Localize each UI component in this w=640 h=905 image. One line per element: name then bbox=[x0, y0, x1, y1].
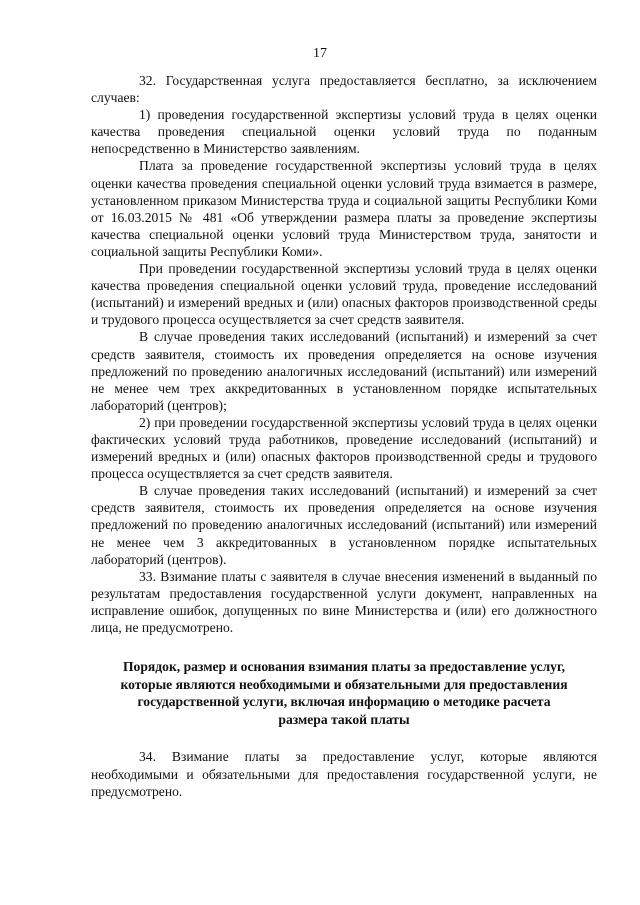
paragraph-32-item-1: 1) проведения государственной экспертизы условий труда в целях оценки качества проведения специальной оценки условий труда по поданным непосредственно в Министерство заявлениям. bbox=[91, 107, 597, 157]
section-heading-line: государственной услуги, включая информацию о методике расчета bbox=[137, 694, 551, 710]
paragraph-cost-determination-2: В случае проведения таких исследований (испытаний) и измерений за счет средств заявителя, стоимость их проведения определяется на основе изучения предложений по проведению аналогичных исследований (испытаний) или измерений не менее чем 3 аккредитованных в установленном порядке испытательных лабораторий (центров). bbox=[91, 483, 597, 567]
document-body bbox=[91, 72, 597, 800]
paragraph-cost-determination-1: В случае проведения таких исследований (испытаний) и измерений за счет средств заявителя, стоимость их проведения определяется на основе изучения предложений по проведению аналогичных исследований (испытаний) или измерений не менее чем трех аккредитованных в установленном порядке испытательных лабораторий (центров); bbox=[91, 329, 597, 413]
paragraph-applicant-expense: При проведении государственной экспертизы условий труда в целях оценки качества проведения специальной оценки условий труда, проведение исследований (испытаний) и измерений вредных и (или) опасных факторов производственной среды и трудового процесса осуществляется за счет средств заявителя. bbox=[91, 261, 597, 328]
section-heading-line: Порядок, размер и основания взимания платы за предоставление услуг, bbox=[122, 659, 566, 675]
paragraph-33: 33. Взимание платы с заявителя в случае внесения изменений в выданный по результатам предоставления государственной услуги документ, направленных на исправление ошибок, допущенных по вине Министерства и (или) его должностного лица, не предусмотрено. bbox=[91, 568, 597, 635]
section-heading-line: размера такой платы bbox=[278, 711, 410, 727]
page-number: 17 bbox=[313, 46, 327, 61]
paragraph-34: 34. Взимание платы за предоставление услуг, которые являются необходимыми и обязательными для предоставления государственной услуги, не предусмотрено. bbox=[91, 749, 597, 799]
paragraph-fee-order: Плата за проведение государственной экспертизы условий труда в целях оценки качества проведения специальной оценки условий труда взимается в размере, установленном приказом Министерства труда и социальной защиты Республики Коми от 16.03.2015 № 481 «Об утверждении размера платы за проведение экспертизы качества специальной оценки условий труда Министерством труда, занятости и социальной защиты Республики Коми». bbox=[91, 158, 597, 259]
paragraph-32-item-2: 2) при проведении государственной экспертизы условий труда в целях оценки фактических условий труда работников, проведение исследований (испытаний) и измерений вредных и (или) опасных факторов производственной среды и трудового процесса осуществляется за счет средств заявителя. bbox=[91, 414, 597, 482]
section-heading bbox=[91, 658, 597, 728]
section-heading-line: которые являются необходимыми и обязательными для предоставления bbox=[120, 676, 568, 692]
paragraph-32: 32. Государственная услуга предоставляется бесплатно, за исключением случаев: bbox=[91, 73, 597, 106]
